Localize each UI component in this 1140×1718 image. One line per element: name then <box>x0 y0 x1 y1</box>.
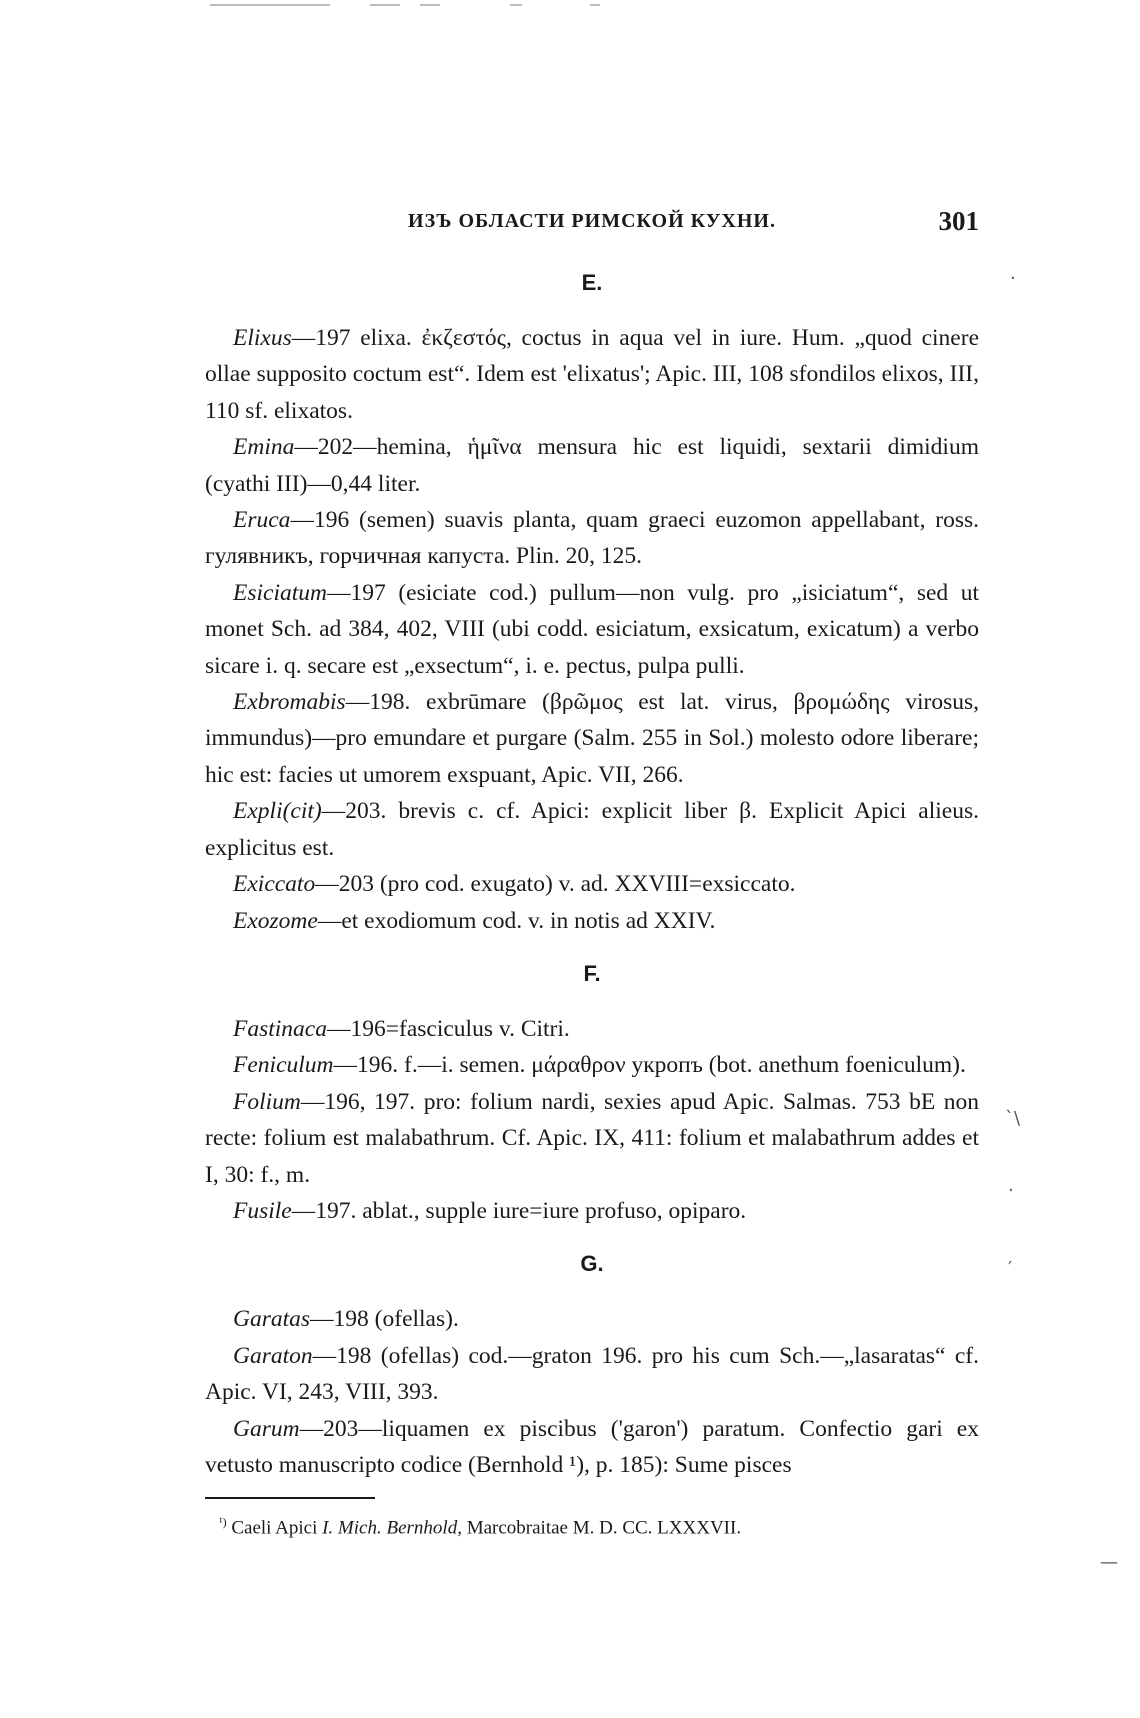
running-title: ИЗЪ ОБЛАСТИ РИМСКОЙ КУХНИ. <box>408 210 776 232</box>
running-header <box>205 206 979 246</box>
entry-text: —197 (esiciate cod.) pullum—non vulg. pro „isiciatum“, sed ut monet Sch. ad 384, 402, VIII (ubi codd. esiciatum, exsicatum, exicatum) a verbo sicare i. q. secare est „exsectum“, i. e. pectus, pulpa pulli. <box>205 579 979 679</box>
margin-mark: · <box>1008 1180 1014 1201</box>
glossary-entry <box>205 429 979 502</box>
margin-mark: · <box>1010 268 1016 289</box>
entry-headword: Fastinaca <box>233 1015 327 1042</box>
entry-text: —196, 197. pro: folium nardi, sexies apud Apic. Salmas. 753 bE non recte: folium est malabathrum. Cf. Apic. IX, 411: folium et malabathrum addes et I, 30: f., m. <box>205 1088 979 1188</box>
section-letter: F. <box>583 960 601 986</box>
footnote-rule <box>205 1497 375 1499</box>
entry-text: —196 (semen) suavis planta, quam graeci euzomon appellabant, ross. гулявникъ, горчичная капуста. Plin. 20, 125. <box>205 507 979 570</box>
glossary-entry <box>205 1411 979 1484</box>
entry-headword: Exiccato <box>233 871 316 898</box>
entry-text: —203. brevis c. cf. Apici: explicit liber β. Explicit Apici alieus. explicitus est. <box>205 798 979 861</box>
glossary-entry <box>205 903 979 939</box>
entry-text: —198. exbrūmare (βρῶμος est lat. virus, βρομώδης virosus, immundus)—pro emundare et purgare (Salm. 255 in Sol.) molesto odore liberare; hic est: facies ut umorem exspuant, Apic. VII, 266. <box>205 689 979 788</box>
page-number: 301 <box>938 206 979 236</box>
entry-headword: Emina <box>233 434 295 461</box>
entry-headword: Garatas <box>233 1306 311 1333</box>
section-letter: E. <box>581 270 603 295</box>
footnote-mark: ¹) <box>219 1515 227 1530</box>
glossary-entry <box>205 1301 979 1337</box>
glossary-entry <box>205 1047 979 1083</box>
footnote-author: I. Mich. Bernhold, <box>322 1517 462 1539</box>
entry-text: —202—hemina, ἡμῖνα mensura hic est liquidi, sextarii dimidium (cyathi III)—0,44 liter. <box>205 434 979 497</box>
entry-text: —198 (ofellas). <box>310 1306 459 1333</box>
glossary-entry <box>205 1011 979 1047</box>
section-letter: G. <box>580 1251 604 1277</box>
glossary-entry <box>205 1338 979 1411</box>
footnote <box>205 1505 979 1545</box>
glossary-entry <box>205 502 979 575</box>
entry-headword: Eruca <box>233 507 291 534</box>
entry-text: —et exodiomum cod. v. in notis ad XXIV. <box>317 907 716 934</box>
entry-text: —197. ablat., supple iure=iure profuso, opiparo. <box>291 1197 747 1224</box>
glossary-entry <box>205 320 979 429</box>
glossary-entry <box>205 1084 979 1193</box>
glossary-entry <box>205 1193 979 1229</box>
glossary-entry <box>205 793 979 866</box>
glossary-entry <box>205 684 979 793</box>
margin-mark: ′ <box>1008 1258 1013 1279</box>
entry-headword: Fusile <box>233 1197 292 1224</box>
entry-text: —203 (pro cod. exugato) v. ad. XXVIII=exsiccato. <box>315 871 796 898</box>
glossary-entry <box>205 575 979 684</box>
margin-mark: — <box>1100 1552 1118 1573</box>
glossary-body <box>205 270 979 1483</box>
glossary-entry <box>205 866 979 902</box>
entry-text: —203—liquamen ex piscibus ('garon') paratum. Confectio gari ex vetusto manuscripto codice (Bernhold ¹), p. 185): Sume pisces <box>205 1415 979 1478</box>
footnote-text-before: Caeli Apici <box>231 1517 318 1539</box>
entry-text: —196=fasciculus v. Citri. <box>327 1015 570 1042</box>
book-page <box>205 206 979 1546</box>
entry-headword: Folium <box>233 1088 301 1115</box>
margin-mark: `\ <box>1005 1108 1021 1129</box>
entry-headword: Elixus <box>233 325 292 351</box>
entry-headword: Esiciatum <box>233 579 327 606</box>
entry-headword: Feniculum <box>233 1052 334 1079</box>
entry-text: —196. f.—i. semen. μάραθρον укропъ (bot. anethum foeniculum). <box>333 1052 966 1079</box>
entry-headword: Exbromabis <box>233 689 346 716</box>
entry-headword: Exozome <box>233 907 318 934</box>
entry-headword: Garaton <box>233 1342 313 1369</box>
entry-headword: Garum <box>233 1415 300 1442</box>
footnote-text-after: Marcobraitae M. D. CC. LXXXVII. <box>466 1517 742 1539</box>
entry-text: —198 (ofellas) cod.—graton 196. pro his cum Sch.—„lasaratas“ cf. Apic. VI, 243, VIII, 393. <box>205 1342 979 1406</box>
entry-headword: Expli(cit) <box>233 798 322 825</box>
entry-text: —197 elixa. ἐκζεστός, coctus in aqua vel in iure. Hum. „quod cinere ollae supposito coctum est“. Idem est 'elixatus'; Apic. III, 108 sfondilos elixos, III, 110 sf. elixatos. <box>205 325 979 424</box>
scan-artifact-marks <box>210 4 630 8</box>
